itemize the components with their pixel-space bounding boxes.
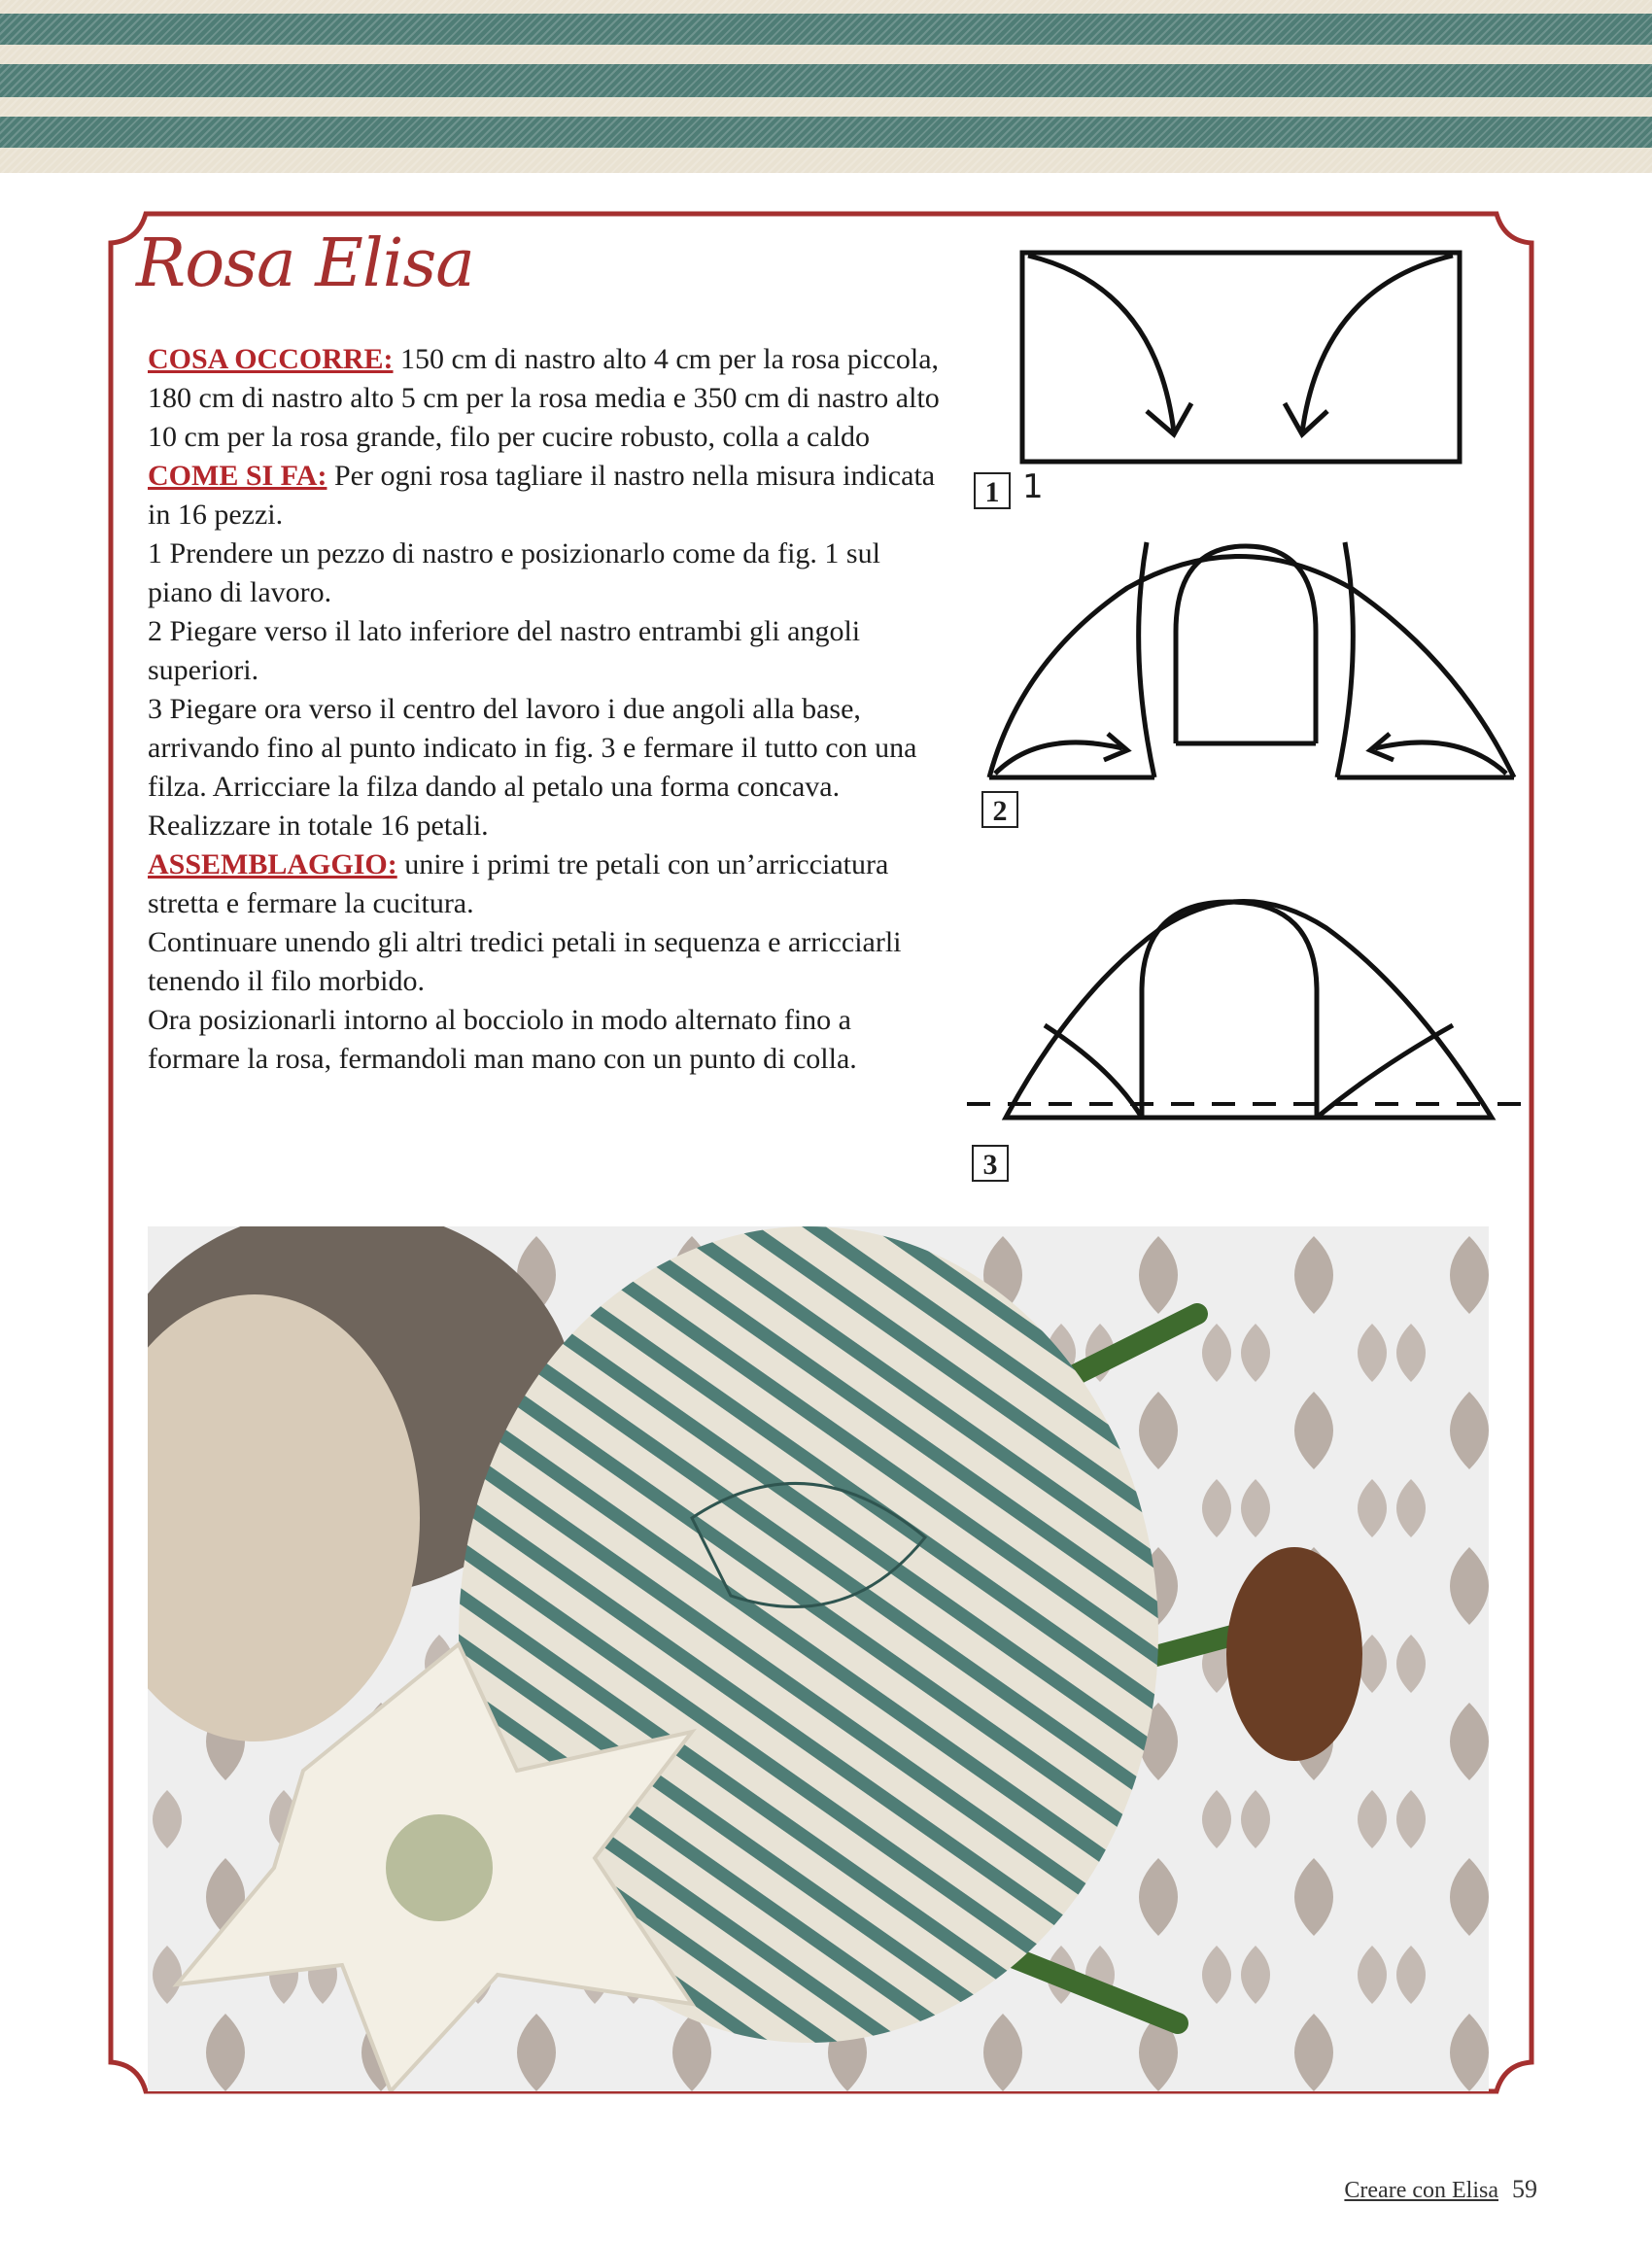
inner-arch: [1176, 546, 1316, 743]
rose-photo: [148, 1226, 1489, 2091]
assembly-label: ASSEMBLAGGIO:: [148, 848, 397, 880]
inner-arch: [1142, 902, 1317, 1118]
page-footer: [1344, 2175, 1537, 2204]
figure-2-label: 2: [981, 791, 1018, 828]
figure-2-diagram: [981, 534, 1526, 787]
right-fold-arrow: [1302, 256, 1453, 432]
instructions-block: [148, 340, 945, 1079]
method-text: Per ogni rosa tagliare il nastro nella misura indicata in 16 pezzi.: [148, 460, 936, 531]
figure-1-label: 1: [974, 472, 1011, 509]
materials-paragraph: [148, 340, 945, 457]
step-2: 2 Piegare verso il lato inferiore del nastro entrambi gli angoli superiori.: [148, 615, 861, 686]
right-curl-arrow: [1375, 742, 1506, 774]
step-3: 3 Piegare ora verso il centro del lavoro i due angoli alla base, arrivando fino al punto indicato in fig. 3 e fermare il tutto con una filza. Arricciare la filza dando al petalo una forma concava. Realizzare in totale 16 petali.: [148, 693, 917, 842]
figure-3-diagram: [967, 884, 1526, 1127]
assembly-step-3: Ora posizionarli intorno al bocciolo in modo alternato fino a formare la rosa, fermandoli man mano con un punto di colla.: [148, 1004, 857, 1075]
method-paragraph: [148, 457, 945, 534]
page-title: Rosa Elisa: [136, 225, 474, 302]
assembly-text: unire i primi tre petali con un’arricciatura stretta e fermare la cucitura.: [148, 848, 889, 919]
outer-arc: [1006, 902, 1492, 1119]
edelweiss-center: [386, 1814, 493, 1921]
materials-text: 150 cm di nastro alto 4 cm per la rosa piccola, 180 cm di nastro alto 5 cm per la rosa media e 350 cm di nastro alto 10 cm per la rosa grande, filo per cucire robusto, colla a caldo: [148, 343, 940, 453]
pine-cone: [1226, 1547, 1362, 1761]
page-number: 59: [1512, 2175, 1537, 2203]
method-label: COME SI FA:: [148, 460, 327, 492]
assembly-step-2: Continuare unendo gli altri tredici petali in sequenza e arricciarli tenendo il filo morbido.: [148, 926, 902, 997]
figure-1-side-number: 1: [1022, 467, 1044, 506]
step-1: 1 Prendere un pezzo di nastro e posizionarlo come da fig. 1 sul piano di lavoro.: [148, 537, 880, 608]
magazine-name: Creare con Elisa: [1344, 2178, 1498, 2203]
left-fold-arrow: [1028, 256, 1174, 432]
figure-1-diagram: [1011, 248, 1477, 471]
right-fold-line: [1337, 542, 1353, 777]
ribbon-rectangle: [1022, 253, 1460, 462]
materials-label: COSA OCCORRE:: [148, 343, 394, 375]
assembly-paragraph: [148, 845, 945, 923]
figure-3-label: 3: [972, 1145, 1009, 1182]
rose-photo-illustration: [148, 1226, 1489, 2091]
